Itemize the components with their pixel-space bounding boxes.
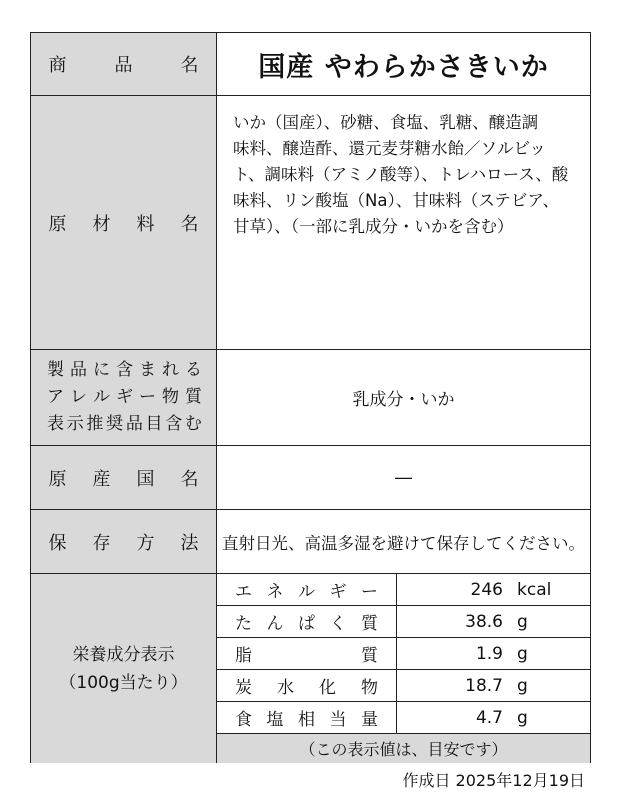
nutrition-item-amount (397, 670, 590, 701)
nutrition-item-name-char: 水 (277, 678, 294, 698)
nutrition-item-name-char: た (235, 614, 252, 634)
nutrition-section (31, 574, 590, 763)
nutrition-item-unit: g (517, 611, 528, 632)
nutrition-item-unit: g (517, 707, 528, 728)
allergy-label-char: 目 (145, 414, 163, 434)
allergy-label-char: ー (139, 387, 156, 407)
ingredients-line: いか（国産）、砂糖、食塩、乳糖、醸造調 (233, 113, 539, 132)
nutrition-item-value: 246 (470, 579, 503, 600)
allergy-label (31, 350, 217, 445)
nutrition-label (31, 574, 217, 763)
nutrition-item-unit: g (517, 675, 528, 696)
allergy-label-char: 品 (70, 360, 87, 380)
nutrition-row (217, 574, 590, 606)
nutrition-item-name-char: 量 (361, 710, 378, 730)
allergy-label-char: 品 (125, 414, 143, 434)
nutrition-item-amount (397, 574, 590, 605)
nutrition-item-name-char: ー (361, 582, 378, 602)
nutrition-note: （この表示値は、目安です） (217, 734, 590, 763)
allergy-label-char: る (185, 360, 202, 380)
ingredients-label-char: 原 (48, 213, 67, 235)
allergy-label-char: 含 (116, 360, 133, 380)
storage-label (31, 510, 217, 573)
origin-label-char: 国 (136, 468, 155, 490)
ingredients-line: ト、調味料（アミノ酸等）、トレハロース、酸 (233, 165, 569, 184)
allergy-label-char: れ (162, 360, 179, 380)
nutrition-item-name-char: ぱ (298, 614, 315, 634)
ingredients-line: 味料、醸造酢、還元麦芽糖水飴／ソルビッ (233, 139, 546, 158)
origin-label (31, 446, 217, 509)
storage-value: 直射日光、高温多湿を避けて保存してください。 (222, 533, 585, 553)
food-label-table (30, 32, 591, 763)
nutrition-row (217, 702, 590, 734)
allergy-label-line (47, 384, 202, 411)
product-name-label-char: 商 (48, 55, 67, 76)
allergy-label-char: 推 (86, 414, 104, 434)
allergy-label-char: ギ (116, 387, 133, 407)
nutrition-item-name-char: 相 (298, 710, 315, 730)
ingredients-label-char: 材 (92, 213, 111, 235)
nutrition-item-name-char: 炭 (235, 678, 252, 698)
nutrition-item-unit: g (517, 643, 528, 664)
allergy-label-char: ア (47, 387, 64, 407)
nutrition-item-name-char: 質 (361, 614, 378, 634)
nutrition-row (217, 638, 590, 670)
allergy-label-char: ま (139, 360, 156, 380)
origin-row (31, 446, 590, 510)
nutrition-item-name-char: 質 (361, 646, 378, 666)
nutrition-item-value: 38.6 (465, 611, 503, 632)
storage-row (31, 510, 590, 574)
nutrition-label-basis: （100g当たり） (59, 672, 188, 693)
allergy-label-char: 物 (162, 387, 179, 407)
nutrition-item-value: 1.9 (475, 643, 503, 664)
allergy-label-char: 示 (66, 414, 84, 434)
nutrition-item-name-char: 食 (235, 710, 252, 730)
nutrition-item-name-char: 化 (319, 678, 336, 698)
allergy-label-char: 質 (185, 387, 202, 407)
nutrition-label-title: 栄養成分表示 (72, 644, 175, 665)
allergy-row (31, 350, 590, 446)
allergy-label-char: 表 (47, 414, 64, 434)
nutrition-item-name (217, 670, 397, 701)
origin-label-char: 名 (180, 468, 199, 490)
nutrition-item-name-char: 当 (329, 710, 347, 730)
nutrition-item-name (217, 606, 397, 637)
nutrition-item-amount (397, 702, 590, 733)
product-name-label (31, 33, 217, 95)
storage-label-char: 法 (180, 532, 199, 554)
nutrition-item-name-char: 塩 (266, 710, 284, 730)
ingredients-label (31, 96, 217, 349)
nutrition-item-name-char: 脂 (235, 646, 252, 666)
nutrition-row (217, 670, 590, 702)
nutrition-row (217, 606, 590, 638)
nutrition-item-amount (397, 606, 590, 637)
storage-label-char: 方 (136, 532, 155, 554)
ingredients-line: 甘草）、（一部に乳成分・いかを含む） (233, 217, 514, 236)
ingredients-row (31, 96, 590, 350)
allergy-value: 乳成分・いか (352, 390, 455, 410)
allergy-label-line (47, 411, 202, 438)
nutrition-item-name-char: ネ (266, 582, 284, 602)
allergy-label-char: レ (70, 387, 87, 407)
nutrition-item-name-char: ん (266, 614, 284, 634)
nutrition-item-value: 18.7 (465, 675, 503, 696)
ingredients-value (217, 96, 590, 349)
product-name-row (31, 33, 590, 96)
allergy-label-char: む (184, 414, 202, 434)
origin-label-char: 産 (92, 468, 111, 490)
ingredients-label-char: 名 (180, 213, 199, 235)
allergy-label-char: に (93, 360, 110, 380)
nutrition-item-name-char: エ (235, 582, 252, 602)
storage-label-char: 存 (92, 532, 111, 554)
nutrition-item-name-char: く (329, 614, 347, 634)
allergy-label-line (47, 357, 202, 384)
allergy-label-char: 製 (47, 360, 64, 380)
product-name-label-char: 名 (180, 55, 199, 76)
nutrition-item-value: 4.7 (475, 707, 503, 728)
nutrition-item-unit: kcal (517, 579, 552, 600)
ingredients-label-char: 料 (136, 213, 155, 235)
ingredients-line: 味料、リン酸塩（Na）、甘味料（ステビア、 (233, 191, 560, 210)
nutrition-item-name-char: ル (298, 582, 315, 602)
nutrition-item-name-char: 物 (361, 678, 378, 698)
product-name-value: 国産 やわらかさきいか (258, 51, 549, 83)
allergy-label-char: ル (93, 387, 110, 407)
allergy-label-char: 奨 (106, 414, 124, 434)
origin-value: ― (395, 467, 412, 488)
storage-label-char: 保 (48, 532, 67, 554)
nutrition-item-name (217, 702, 397, 733)
nutrition-item-name-char: ギ (329, 582, 347, 602)
nutrition-item-name (217, 574, 397, 605)
allergy-label-char: 含 (165, 414, 183, 434)
origin-label-char: 原 (48, 468, 67, 490)
created-date: 作成日 2025年12月19日 (402, 771, 585, 790)
nutrition-item-amount (397, 638, 590, 669)
nutrition-item-name (217, 638, 397, 669)
product-name-label-char: 品 (114, 55, 133, 76)
